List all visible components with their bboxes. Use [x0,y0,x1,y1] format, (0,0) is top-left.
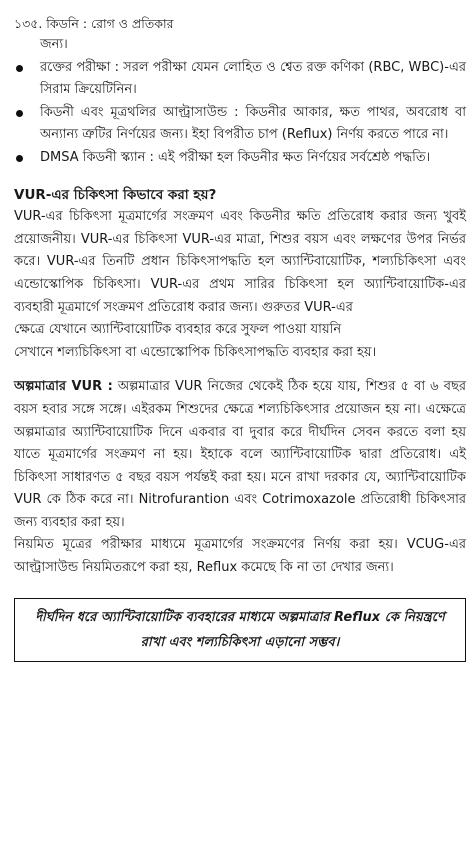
followup-paragraph: নিয়মিত মূত্রের পরীক্ষার মাধ্যমে মূত্রমার্গের সংক্রমণের নির্ণয় করা হয়। VCUG-এর আল্ট্রাসাউন্ড নিয়মিতরূপে করা হয়, Reflux কমেছে কি না তা দেখার জন্য। [14,537,466,576]
document-page [14,14,466,662]
treatment-line-3: সেখানে শল্যচিকিৎসা বা এন্ডোস্কোপিক চিকিৎসাপদ্ধতি ব্যবহার করা হয়। [14,344,377,360]
list-item-text: DMSA কিডনী স্ক্যান : এই পরীক্ষা হল কিডনীর ক্ষত নির্ণয়ের সর্বশ্রেষ্ঠ পদ্ধতি। [40,149,431,165]
test-list [14,57,466,170]
mild-vur-text: অল্পমাত্রার VUR নিজের থেকেই ঠিক হয়ে যায়, শিশুর ৫ বা ৬ বছর বয়স হবার সঙ্গে সঙ্গে। এইরকম শিশুদের ক্ষেত্রে শল্যচিকিৎসার প্রয়োজন হয় না। এক্ষেত্রে অল্পমাত্রার অ্যান্টিবায়োটিক দিনে একবার বা দুবার করে দীর্ঘদিন সেবন করতে বলা হয় যাতে মূত্রমার্গের সংক্রমণ না হয়। ইহাকে বলে অ্যান্টিবায়োটিক দ্বারা প্রতিরোধ। এই চিকিৎসা সাধারণত ৫ বছর বয়স পর্যন্তই করা হয়। মনে রাখা দরকার যে, অ্যান্টিবায়োটিক VUR কে ঠিক করে না। Nitrofurantion এবং Cotrimoxazole প্রতিরোধী চিকিৎসার জন্য ব্যবহার করা হয়। [14,379,466,530]
list-item [14,147,466,170]
treatment-paragraph: VUR-এর চিকিৎসা মূত্রমার্গের সংক্রমণ এবং কিডনীর ক্ষতি প্রতিরোধ করার জন্য খুবই প্রয়োজনীয়। VUR-এর চিকিৎসা VUR-এর মাত্রা, শিশুর বয়স এবং লক্ষণের উপর নির্ভর করে। VUR-এর তিনটি প্রধান চিকিৎসাপদ্ধতি হল অ্যান্টিবায়োটিক, শল্যচিকিৎসা এবং এন্ডোস্কোপিক চিকিৎসা। VUR-এর প্রথম সারির চিকিৎসা হল অ্যান্টিবায়োটিক-এর ব্যবহারী মূত্রমার্গে সংক্রমণ প্রতিরোধ করার জন্য। গুরুতর VUR-এর [14,209,466,315]
section-heading: VUR-এর চিকিৎসা কিভাবে করা হয়? [14,186,217,203]
bullet-icon [16,155,23,162]
highlight-box: দীর্ঘদিন ধরে অ্যান্টিবায়োটিক ব্যবহারের মাধ্যমে অল্পমাত্রার Reflux কে নিয়ন্ত্রণে রাখা এবং শল্যচিকিৎসা এড়ানো সম্ভব। [14,598,466,662]
continuation-text: জন্য। [40,37,68,52]
page-header: ১৩৫. কিডনি : রোগ ও প্রতিকার [14,16,174,31]
bullet-icon [16,110,23,117]
list-item-text: রক্তের পরীক্ষা : সরল পরীক্ষা যেমন লোহিত ও শ্বেত রক্ত কণিকা (RBC, WBC)-এর সিরাম ক্রিয়েটিনিন। [40,59,466,98]
list-item-text: কিডনী এবং মূত্রথলির আল্ট্রাসাউন্ড : কিডনীর আকার, ক্ষত পাথর, অবরোধ বা অন্যান্য ত্রুটির নির্ণয়ের জন্য। ইহা বিপরীত চাপ (Reflux) নির্ণয় করতে পারে না। [40,104,466,143]
list-item [14,102,466,147]
mild-vur-paragraph [14,376,466,534]
list-item [14,57,466,102]
bullet-icon [16,65,23,72]
treatment-line-2: ক্ষেত্রে যেখানে অ্যান্টিবায়োটিক ব্যবহার করে সুফল পাওয়া যায়নি [14,322,342,338]
mild-vur-label: অল্পমাত্রার VUR : [14,379,113,395]
